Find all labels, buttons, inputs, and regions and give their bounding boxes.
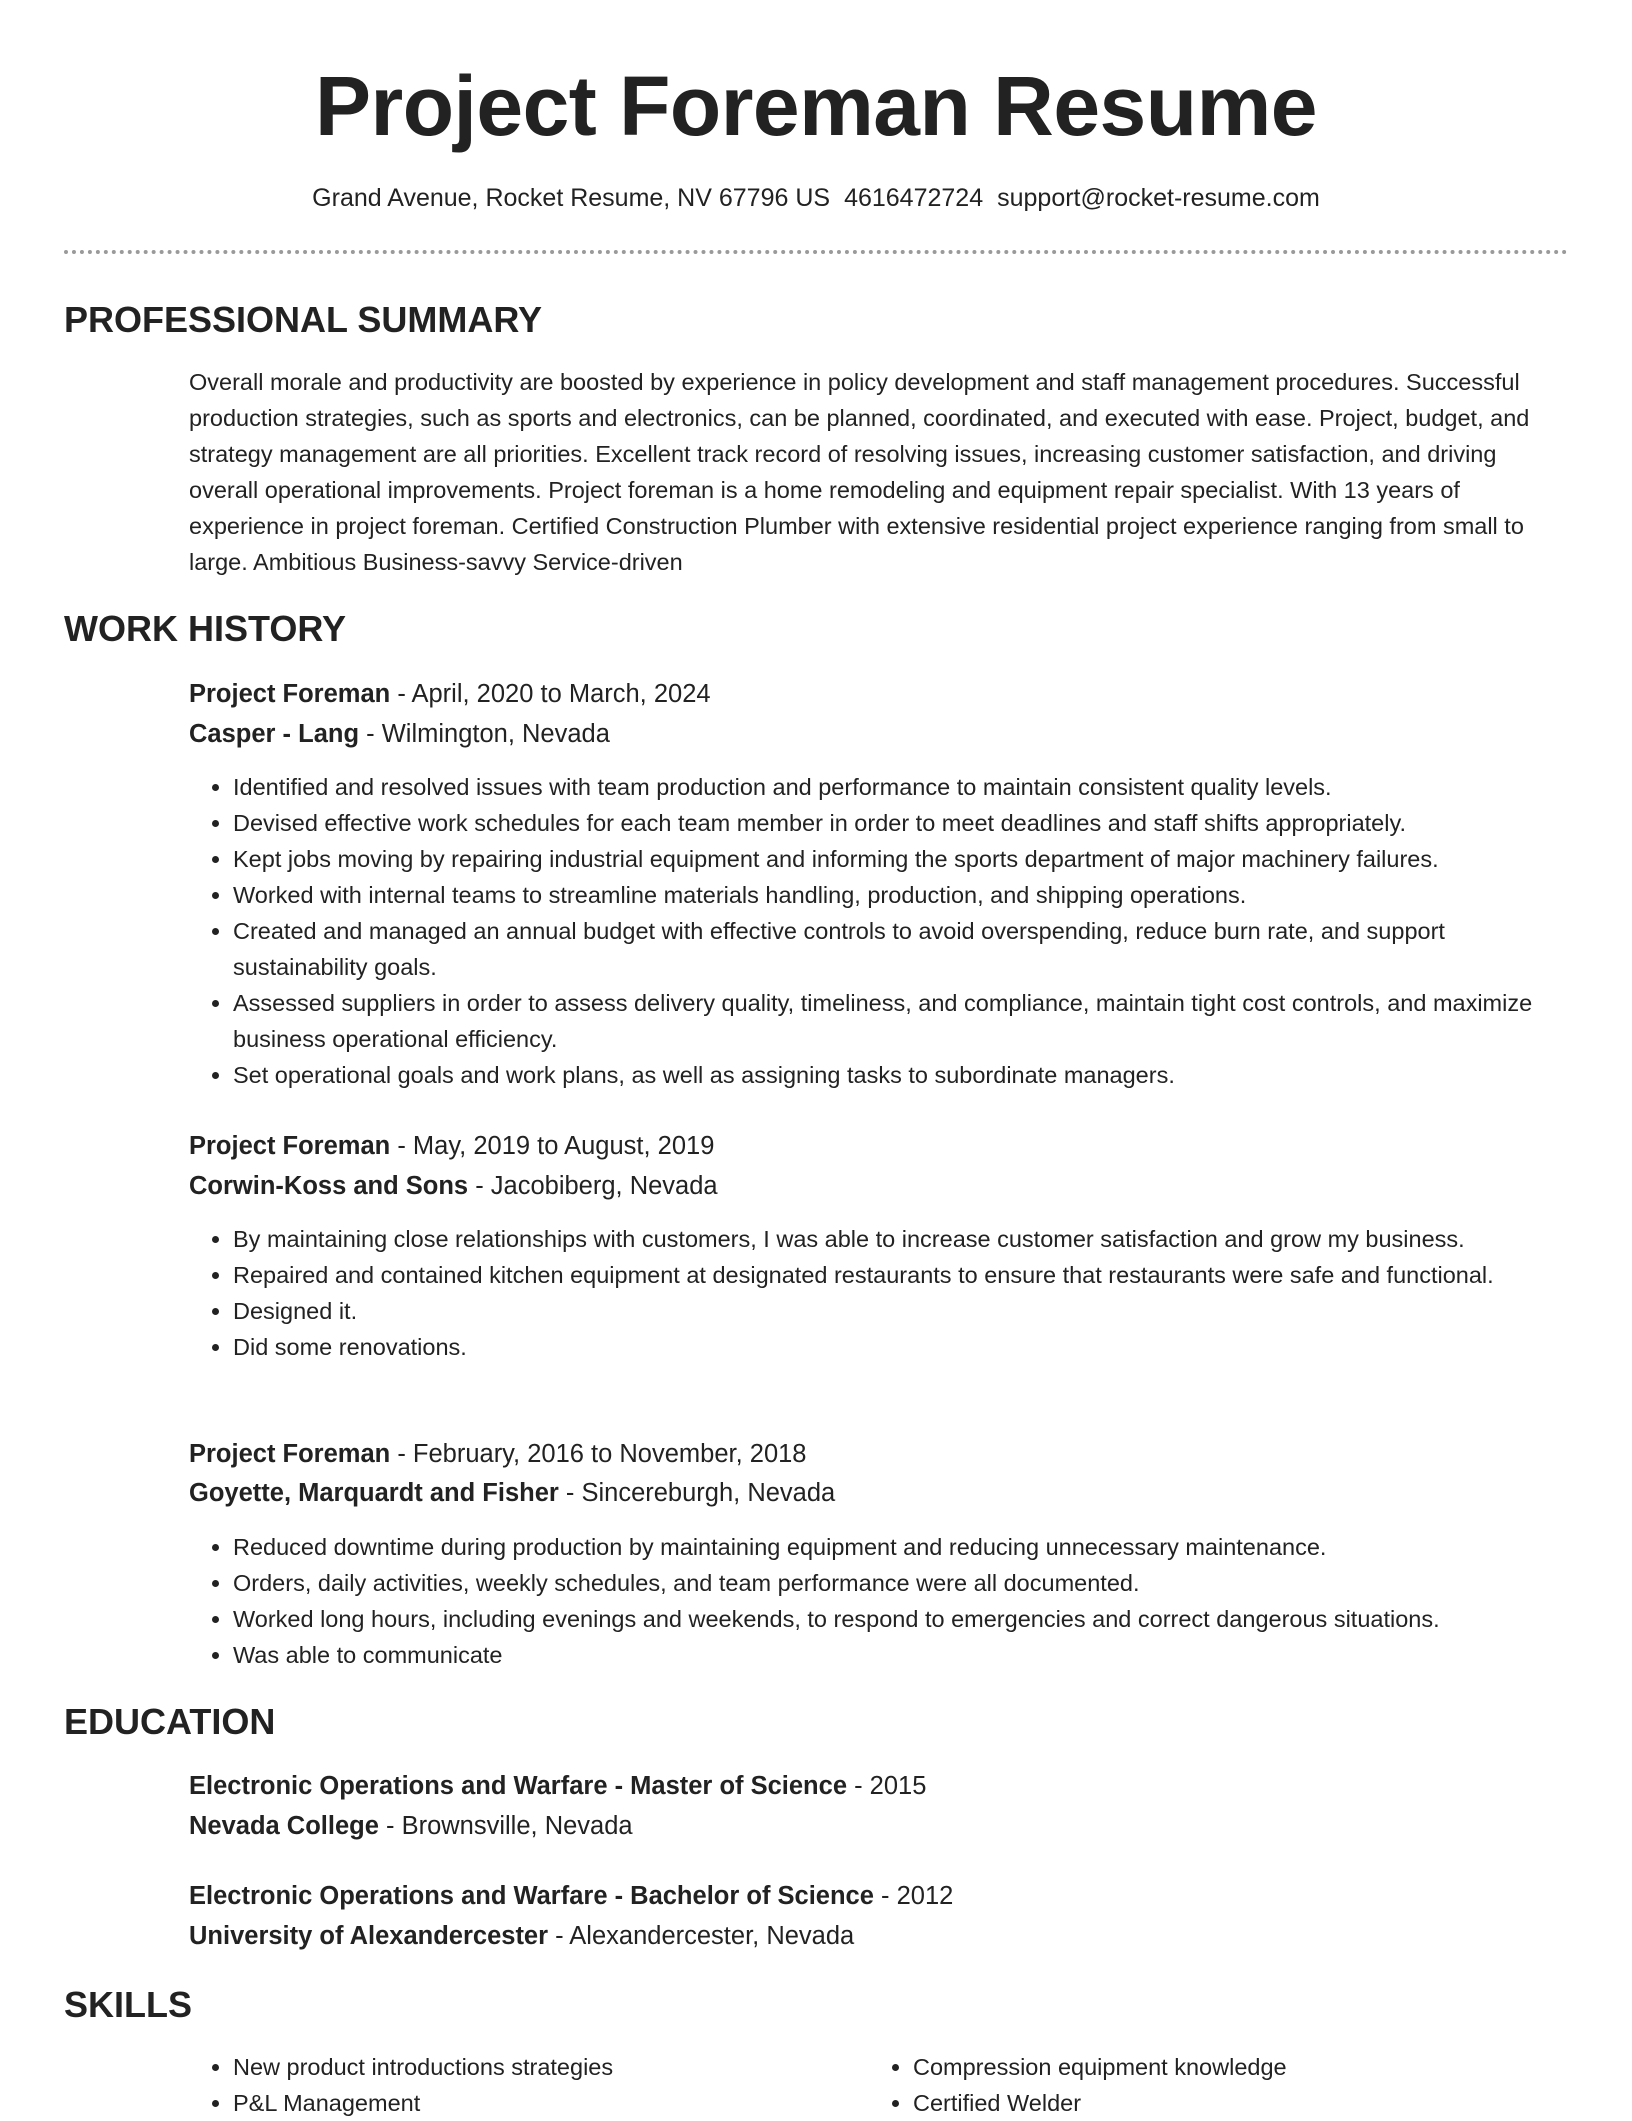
list-item: • Did some renovations. <box>233 1329 1564 1365</box>
education-year: - 2015 <box>847 1772 927 1800</box>
job-company-line <box>189 1475 1564 1511</box>
list-item: • Was able to communicate <box>233 1637 1564 1673</box>
section-heading-education: EDUCATION <box>64 1701 276 1742</box>
contact-phone: 4616472724 <box>844 184 984 212</box>
education-degree-line <box>189 1878 1564 1914</box>
job-title-line <box>189 1436 1564 1472</box>
job-company-line <box>189 716 1564 752</box>
job-company: Corwin-Koss and Sons <box>189 1172 469 1200</box>
header-divider <box>64 250 1568 254</box>
skills-list-right <box>869 2049 1509 2121</box>
list-item: • Worked with internal teams to streamline materials handling, production, and shipping operations. <box>233 877 1564 913</box>
section-heading-skills: SKILLS <box>64 1984 193 2025</box>
job-bullets <box>189 1529 1564 1673</box>
job-dates: - February, 2016 to November, 2018 <box>390 1440 807 1468</box>
list-item: • Repaired and contained kitchen equipment at designated restaurants to ensure that restaurants were safe and functional. <box>233 1257 1564 1293</box>
job-title: Project Foreman <box>189 680 391 708</box>
list-item: • Kept jobs moving by repairing industrial equipment and informing the sports department of major machinery failures. <box>233 841 1564 877</box>
skills-list-left <box>189 2049 829 2121</box>
education-school-line <box>189 1918 1564 1954</box>
job-company-line <box>189 1168 1564 1204</box>
resume-title: Project Foreman Resume <box>314 59 1317 153</box>
education-degree-line <box>189 1768 1564 1804</box>
section-heading-work: WORK HISTORY <box>64 608 347 649</box>
list-item: • Designed it. <box>233 1293 1564 1329</box>
job-location: - Jacobiberg, Nevada <box>468 1172 718 1200</box>
education-degree: Electronic Operations and Warfare - Bachelor of Science <box>189 1882 874 1910</box>
job-company: Casper - Lang <box>189 720 360 748</box>
job-title: Project Foreman <box>189 1440 391 1468</box>
education-year: - 2012 <box>873 1882 954 1910</box>
contact-line <box>0 181 1632 215</box>
job-location: - Wilmington, Nevada <box>359 720 610 748</box>
job-title-line <box>189 1128 1564 1164</box>
skill-item: • Certified Welder <box>913 2085 1509 2121</box>
list-item: • Reduced downtime during production by maintaining equipment and reducing unnecessary maintenance. <box>233 1529 1564 1565</box>
list-item: • Assessed suppliers in order to assess delivery quality, timeliness, and compliance, maintain tight cost controls, and maximize business operational efficiency. <box>233 985 1564 1057</box>
education-location: - Alexandercester, Nevada <box>548 1922 855 1950</box>
section-heading-summary: PROFESSIONAL SUMMARY <box>64 299 543 340</box>
education-school: Nevada College <box>189 1812 379 1840</box>
contact-address: Grand Avenue, Rocket Resume, NV 67796 US <box>312 184 831 212</box>
list-item: • Set operational goals and work plans, as well as assigning tasks to subordinate managers. <box>233 1057 1564 1093</box>
education-school-line <box>189 1808 1564 1844</box>
list-item: • Identified and resolved issues with team production and performance to maintain consistent quality levels. <box>233 769 1564 805</box>
skill-item: • Compression equipment knowledge <box>913 2049 1509 2085</box>
skill-item: • P&L Management <box>233 2085 829 2121</box>
job-company: Goyette, Marquardt and Fisher <box>189 1479 559 1507</box>
summary-text: Overall morale and productivity are boosted by experience in policy development and staff management procedures. Successful production strategies, such as sports and electronics, can be planned, coordinated, and executed with ease. Project, budget, and strategy management are all priorities. Excellent track record of resolving issues, increasing customer satisfaction, and driving overall operational improvements. Project foreman is a home remodeling and equipment repair specialist. With 13 years of experience in project foreman. Certified Construction Plumber with extensive residential project experience ranging from small to large. Ambitious Business-savvy Service-driven <box>189 369 1530 575</box>
job-location: - Sincereburgh, Nevada <box>558 1479 836 1507</box>
education-school: University of Alexandercester <box>189 1922 549 1950</box>
list-item: • Orders, daily activities, weekly schedules, and team performance were all documented. <box>233 1565 1564 1601</box>
skill-item: • New product introductions strategies <box>233 2049 829 2085</box>
job-title-line <box>189 676 1564 712</box>
job-dates: - April, 2020 to March, 2024 <box>390 680 711 708</box>
job-bullets <box>189 769 1564 1093</box>
list-item: • Worked long hours, including evenings and weekends, to respond to emergencies and correct dangerous situations. <box>233 1601 1564 1637</box>
contact-email: support@rocket-resume.com <box>997 184 1320 212</box>
list-item: • By maintaining close relationships with customers, I was able to increase customer satisfaction and grow my business. <box>233 1221 1564 1257</box>
education-degree: Electronic Operations and Warfare - Master of Science <box>189 1772 847 1800</box>
list-item: • Created and managed an annual budget with effective controls to avoid overspending, reduce burn rate, and support sustainability goals. <box>233 913 1564 985</box>
job-bullets <box>189 1221 1564 1365</box>
list-item: • Devised effective work schedules for each team member in order to meet deadlines and staff shifts appropriately. <box>233 805 1564 841</box>
education-location: - Brownsville, Nevada <box>378 1812 633 1840</box>
job-dates: - May, 2019 to August, 2019 <box>390 1132 715 1160</box>
job-title: Project Foreman <box>189 1132 391 1160</box>
